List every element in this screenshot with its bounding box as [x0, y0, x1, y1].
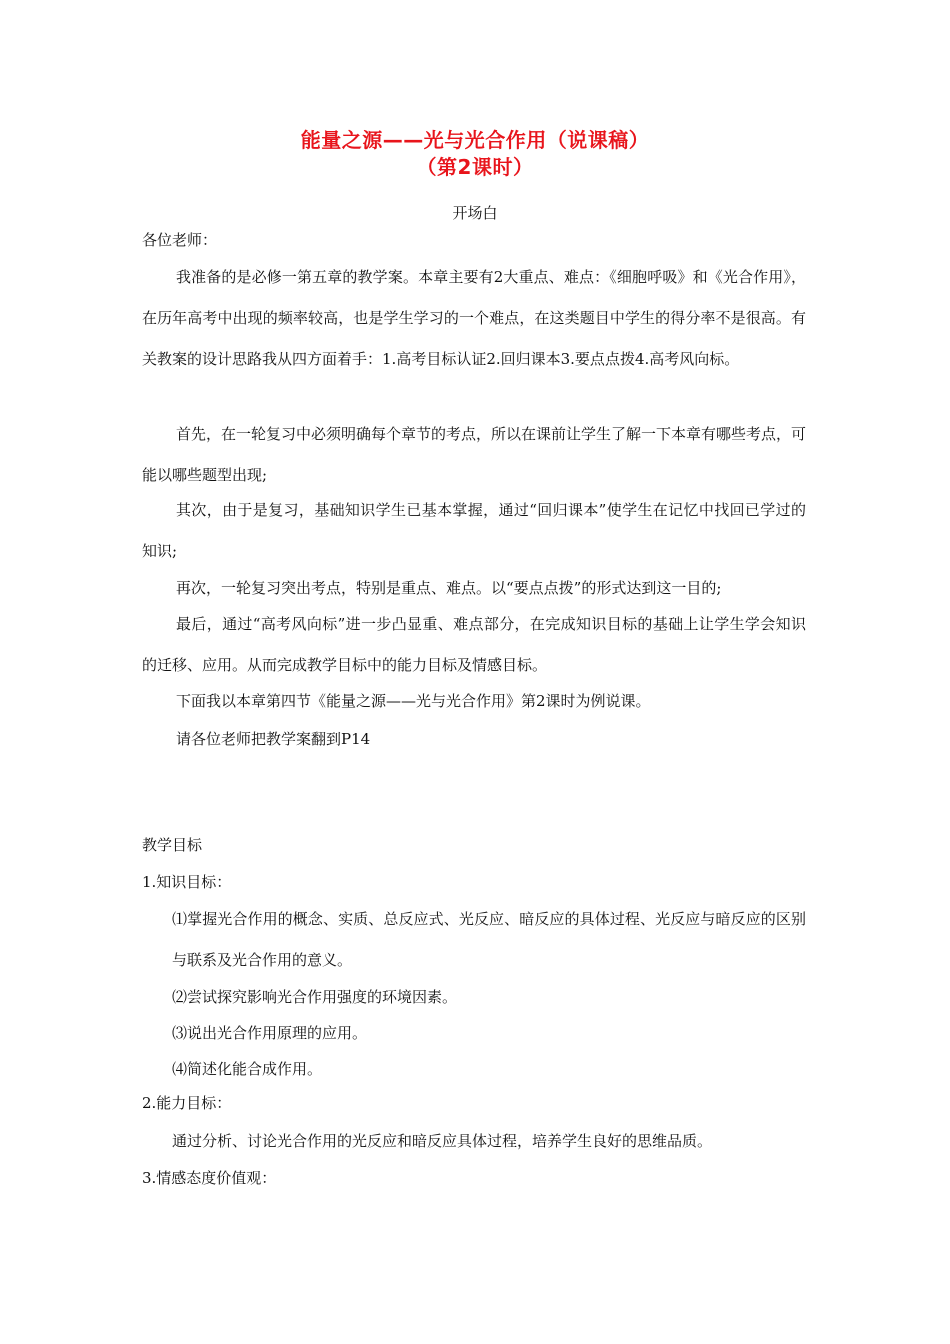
- objectives-heading: 教学目标: [142, 836, 203, 854]
- paragraph-instruction: 请各位老师把教学案翻到P14: [176, 730, 371, 748]
- knowledge-item: ⑵尝试探究影响光合作用强度的环境因素。: [172, 988, 458, 1006]
- paragraph-first: 首先，在一轮复习中必须明确每个章节的考点，所以在课前让学生了解一下本章有哪些考点，可能以哪些题型出现;: [142, 425, 807, 484]
- paragraph-third: 再次，一轮复习突出考点，特别是重点、难点。以“要点点拨”的形式达到这一目的;: [176, 579, 722, 597]
- knowledge-item: ⑴掌握光合作用的概念、实质、总反应式、光反应、暗反应的具体过程、光反应与暗反应的区别与联系及光合作用的意义。: [172, 910, 806, 969]
- knowledge-item: ⑷简述化能合成作用。: [172, 1060, 323, 1078]
- paragraph-example: 下面我以本章第四节《能量之源——光与光合作用》第2课时为例说课。: [176, 692, 651, 710]
- ability-objective-text: 通过分析、讨论光合作用的光反应和暗反应具体过程，培养学生良好的思维品质。: [172, 1132, 713, 1150]
- knowledge-objective-label: 1.知识目标：: [142, 873, 232, 891]
- document-title: 能量之源——光与光合作用（说课稿）: [300, 128, 650, 152]
- emotion-objective-label: 3.情感态度价值观：: [142, 1169, 277, 1187]
- paragraph-last: 最后，通过“高考风向标”进一步凸显重、难点部分，在完成知识目标的基础上让学生学会知识的迁移、应用。从而完成教学目标中的能力目标及情感目标。: [142, 615, 806, 674]
- paragraph-intro: 我准备的是必修一第五章的教学案。本章主要有2大重点、难点：《细胞呼吸》和《光合作用》，在历年高考中出现的频率较高，也是学生学习的一个难点，在这类题目中学生的得分率不是很高。有关教案的设计思路我从四方面着手：1.高考目标认证2.回归课本3.要点点拨4.高考风向标。: [142, 268, 806, 368]
- knowledge-item: ⑶说出光合作用原理的应用。: [172, 1024, 368, 1042]
- document-subtitle: （第2课时）: [416, 155, 534, 179]
- ability-objective-label: 2.能力目标：: [142, 1094, 232, 1112]
- opening-heading: 开场白: [452, 204, 498, 222]
- paragraph-second: 其次，由于是复习，基础知识学生已基本掌握，通过“回归课本”使学生在记忆中找回已学过的知识;: [142, 501, 806, 560]
- greeting: 各位老师：: [142, 231, 218, 249]
